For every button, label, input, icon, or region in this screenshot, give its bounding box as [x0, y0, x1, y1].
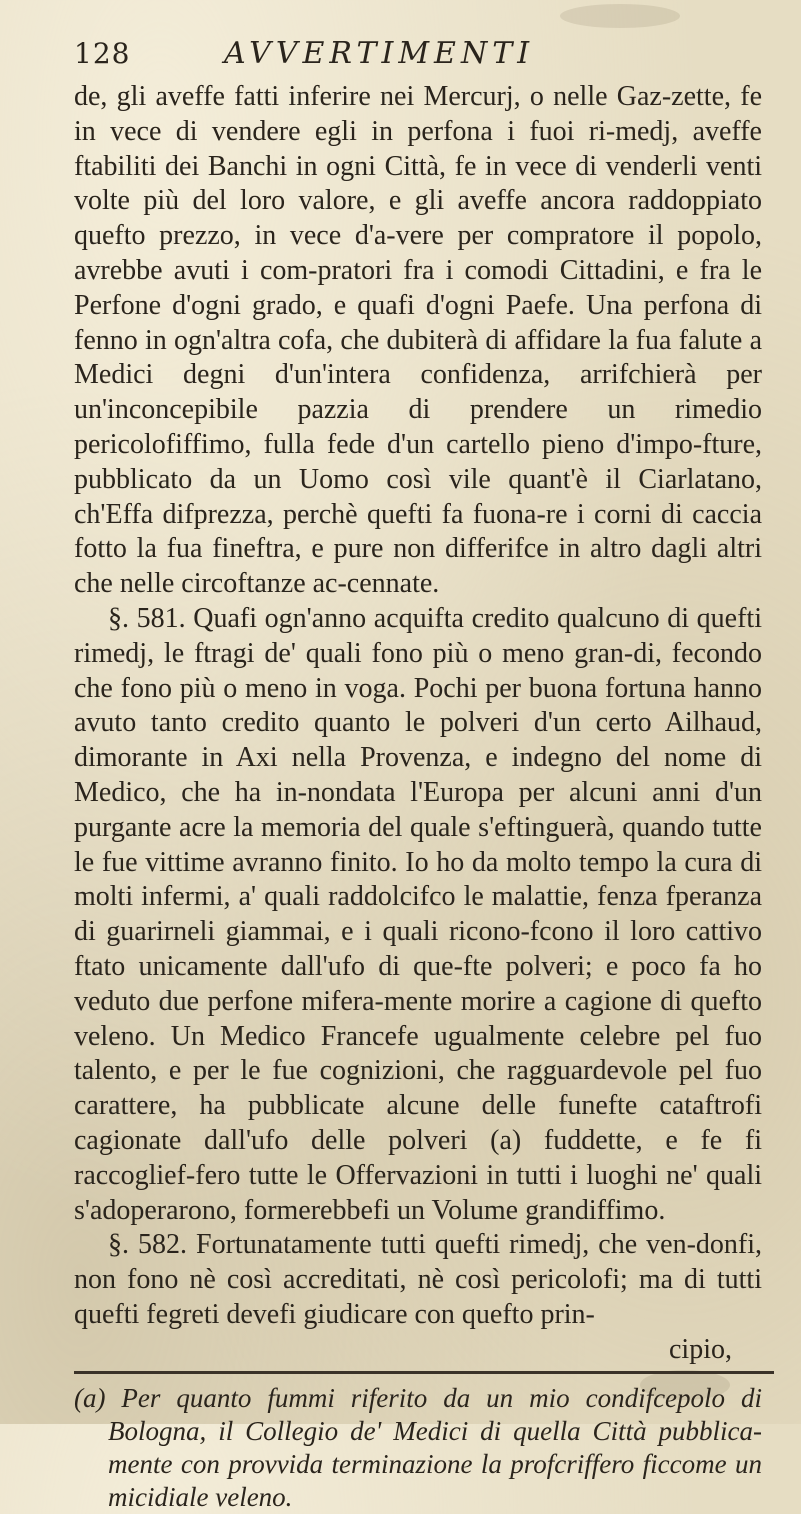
page-header	[74, 36, 762, 80]
footnote-rule	[74, 1371, 774, 1374]
body-text	[74, 80, 762, 1333]
book-page	[74, 36, 762, 1514]
catchword: cipio,	[669, 1333, 732, 1365]
paragraph-continuation: de, gli aveffe fatti inferire nei Mercurj, o nelle Gaz-zette, fe in vece di vendere egli in perfona i fuoi ri-medj, aveffe ftabiliti dei Banchi in ogni Città, fe in vece di venderli venti volte più del loro valore, e gli aveffe ancora raddoppiato quefto prezzo, in vece d'a-vere per compratore il popolo, avrebbe avuti i com-pratori fra i comodi Cittadini, e fra le Perfone d'ogni grado, e quafi d'ogni Paefe. Una perfona di fenno in ogn'altra cofa, che dubiterà di affidare la fua falute a Medici degni d'un'intera confidenza, arrifchierà per un'inconcepibile pazzia di prendere un rimedio pericolofiffimo, fulla fede d'un cartello pieno d'impo-fture, pubblicato da un Uomo così vile quant'è il Ciarlatano, ch'Effa difprezza, perchè quefti fa fuona-re i corni di caccia fotto la fua fineftra, e pure non differifce in altro dagli altri che nelle circoftanze ac-cennate.	[74, 81, 762, 600]
page-number: 128	[74, 37, 131, 70]
paragraph-581: §. 581. Quafi ogn'anno acquifta credito qualcuno di quefti rimedj, le ftragi de' quali fono più o meno gran-di, fecondo che fono più o meno in voga. Pochi per buona fortuna hanno avuto tanto credito quanto le polveri d'un certo Ailhaud, dimorante in Axi nella Provenza, e indegno del nome di Medico, che ha in-nondata l'Europa per alcuni anni d'un purgante acre la memoria del quale s'eftinguerà, quando tutte le fue vittime avranno finito. Io ho da molto tempo la cura di molti infermi, a' quali raddolcifco le malattie, fenza fperanza di guarirneli giammai, e i quali ricono-fcono il loro cattivo ftato unicamente dall'ufo di que-fte polveri; e poco fa ho veduto due perfone mifera-mente morire a cagione di quefto veleno. Un Medico Francefe ugualmente celebre pel fuo talento, e per le fue cognizioni, che ragguardevole pel fuo carattere, ha pubblicate alcune delle funefte cataftrofi cagionate dall'ufo delle polveri (a) fuddette, e fe fi raccoglief-fero tutte le Offervazioni in tutti i luoghi ne' quali s'adoperarono, formerebbefi un Volume grandiffimo.	[74, 602, 762, 1226]
footnote: (a) Per quanto fummi riferito da un mio condifcepolo di Bologna, il Collegio de' Medici di quella Città pubblica-mente con provvida terminazione la profcriffero ficcome un micidiale veleno.	[74, 1382, 762, 1512]
paragraph-582: §. 582. Fortunatamente tutti quefti rimedj, che ven-donfi, non fono nè così accreditati, nè così pericolofi; ma di tutti quefti fegreti devefi giudicare con quefto prin-	[74, 1229, 762, 1330]
paper-stain	[560, 4, 680, 28]
running-head: AVVERTIMENTI	[224, 36, 535, 71]
